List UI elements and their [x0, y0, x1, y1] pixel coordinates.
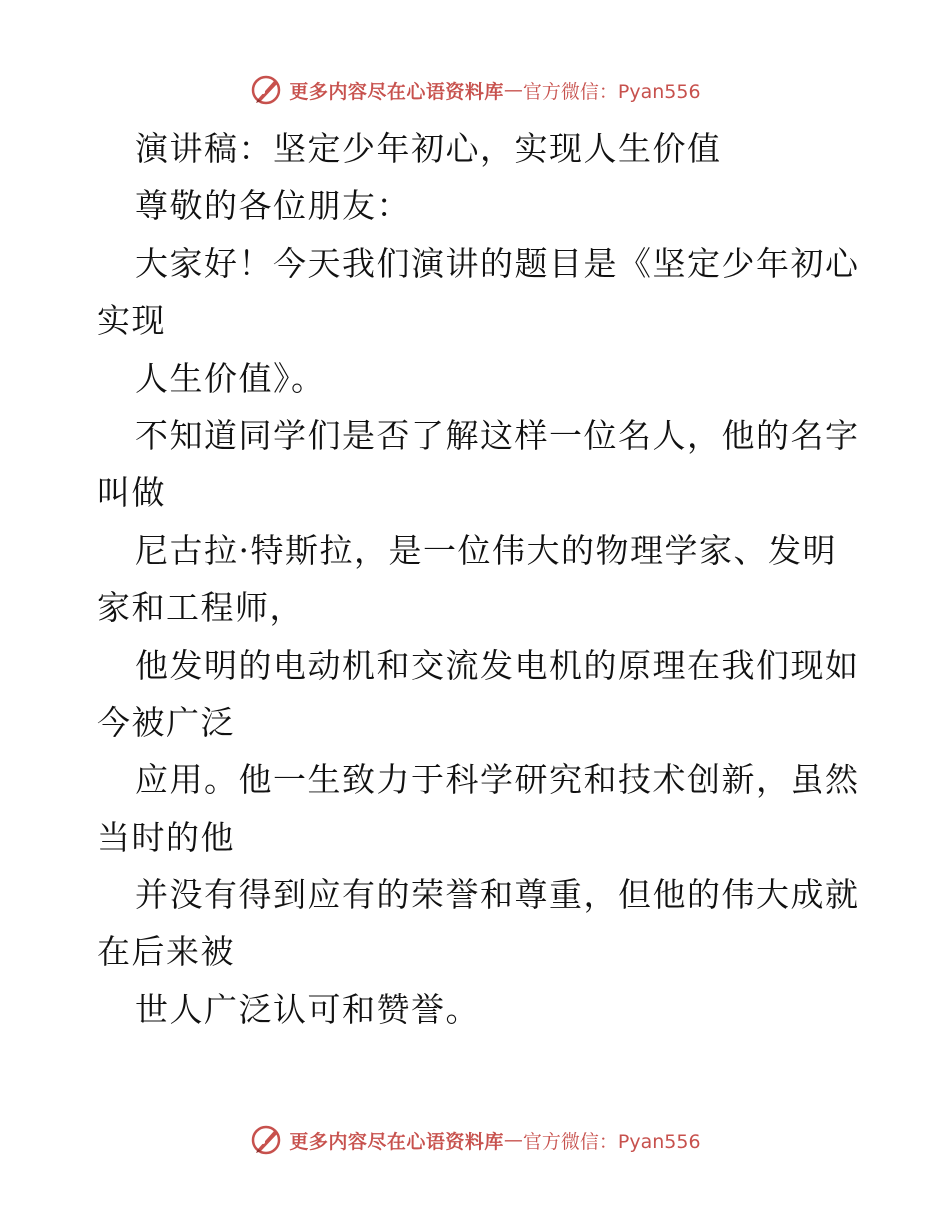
text-line: 演讲稿：坚定少年初心，实现人生价值 [135, 129, 722, 168]
text-line: 叫做 [97, 473, 166, 513]
header-watermark [0, 70, 950, 110]
pen-logo-icon [249, 1122, 285, 1158]
text-line: 并没有得到应有的荣誉和尊重，但他的伟大成就 [135, 875, 860, 915]
watermark-text: 更多内容尽在心语资料库 [289, 80, 504, 103]
text-line: 应用。他一生致力于科学研究和技术创新，虽然 [135, 760, 860, 800]
text-line: 他发明的电动机和交流发电机的原理在我们现如 [135, 645, 860, 685]
text-line: 在后来被 [97, 932, 235, 972]
text-line: 人生价值》。 [135, 358, 326, 398]
text-line: 当时的他 [97, 817, 235, 857]
document-body [97, 120, 860, 1038]
watermark-separator: — [503, 1129, 523, 1151]
watermark-wechat: 官方微信：Pyan556 [522, 80, 701, 103]
pen-logo-icon [249, 72, 285, 108]
text-line: 不知道同学们是否了解这样一位名人，他的名字 [135, 415, 860, 455]
watermark-separator: — [503, 79, 523, 101]
text-line: 尼古拉·特斯拉，是一位伟大的物理学家、发明 [135, 530, 837, 570]
text-line: 世人广泛认可和赞誉。 [135, 989, 480, 1029]
watermark-text: 更多内容尽在心语资料库 [289, 1130, 504, 1153]
text-line: 尊敬的各位朋友： [135, 186, 411, 226]
footer-watermark [0, 1120, 950, 1160]
text-line: 实现 [97, 301, 166, 341]
text-line: 家和工程师， [97, 588, 304, 628]
text-line: 今被广泛 [97, 702, 235, 742]
watermark-wechat: 官方微信：Pyan556 [522, 1130, 701, 1153]
text-line: 大家好！今天我们演讲的题目是《坚定少年初心 [135, 243, 860, 283]
